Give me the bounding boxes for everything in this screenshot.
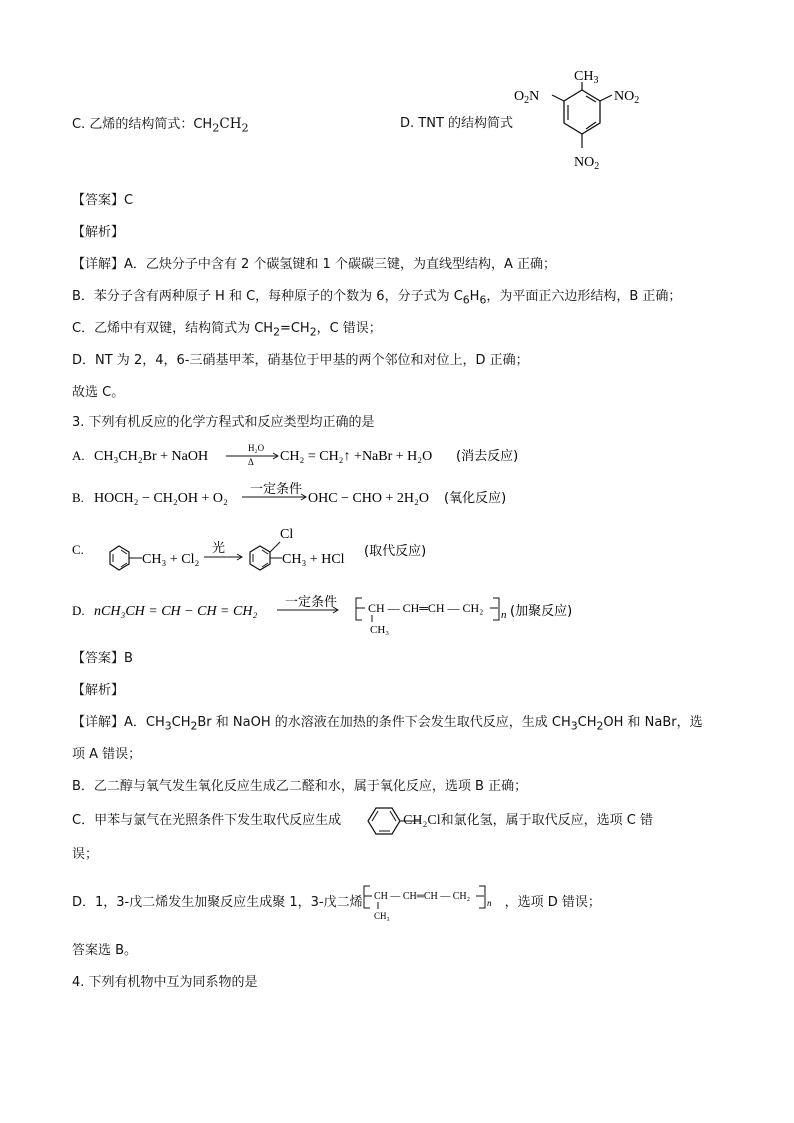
q3-option-a <box>72 440 542 470</box>
svg-text:HOCH₂ − CH₂OH + O₂: HOCH₂ − CH₂OH + O₂ <box>94 491 228 506</box>
q3-option-b <box>72 482 542 512</box>
q2-option-c: C. 乙烯的结构简式：$CH_2CH_2$ <box>72 116 249 135</box>
tnt-no2-right: $NO_2$ <box>614 89 640 106</box>
svg-text:CH₂ = CH₂↑ +NaBr + H₂O: CH₂ = CH₂↑ +NaBr + H₂O <box>280 449 433 464</box>
tnt-ch3: $CH_3$ <box>574 69 599 86</box>
svg-text:n: n <box>501 609 507 621</box>
q2-detail-c: C．乙烯中有双键，结构简式为 $CH_2=CH_2$，C 错误； <box>72 321 382 339</box>
q3-detail-d: D．1，3-戊二烯发生加聚反应生成聚 1，3-戊二烯 ，选项 D 错误； <box>72 895 601 910</box>
svg-text:Δ: Δ <box>248 457 254 467</box>
svg-text:Cl: Cl <box>280 527 294 542</box>
svg-text:A.: A. <box>72 448 85 463</box>
q3-stem: 3. 下列有机反应的化学方程式和反应类型均正确的是 <box>72 415 375 430</box>
svg-text:光: 光 <box>212 541 226 556</box>
svg-text:C.: C. <box>72 542 84 557</box>
q3-detail-d-polymer <box>362 884 502 924</box>
svg-text:B.: B. <box>72 490 84 505</box>
svg-text:一定条件: 一定条件 <box>250 482 303 497</box>
tnt-no2-bottom: $NO_2$ <box>574 155 600 172</box>
q3-detail-c-line1: C．甲苯与氯气在光照条件下发生取代反应生成 CH₂Cl和氯化氢，属于取代反应，选项 C 错 <box>72 813 653 828</box>
q3-option-d <box>72 590 602 636</box>
svg-text:H₂O: H₂O <box>248 443 265 453</box>
q3-answer: 【答案】B <box>72 651 133 666</box>
q3-detail-b: B．乙二醇与氧气发生氧化反应生成乙二醛和水，属于氧化反应，选项 B 正确； <box>72 779 528 794</box>
svg-text:CH — CH═CH — CH₂: CH — CH═CH — CH₂ <box>368 601 484 615</box>
benzyl-ring <box>362 803 422 839</box>
q3-detail-a-line1: 【详解】A．$CH_3CH_2Br$ 和 NaOH 的水溶液在加热的条件下会发生取代反应，生成 $CH_3CH_2OH$ 和 NaBr，选 <box>72 715 703 733</box>
q2-analysis: 【解析】 <box>72 225 125 240</box>
q3-option-c <box>72 522 542 582</box>
svg-text:nCH₃CH = CH − CH = CH₂: nCH₃CH = CH − CH = CH₂ <box>94 604 258 619</box>
svg-text:n: n <box>487 898 492 908</box>
q2-answer: 【答案】C <box>72 193 134 208</box>
svg-text:CH — CH═CH — CH₂: CH — CH═CH — CH₂ <box>374 891 471 902</box>
tnt-no2-left: $O_2N$ <box>514 89 540 106</box>
svg-text:D.: D. <box>72 603 85 618</box>
q3-analysis: 【解析】 <box>72 683 125 698</box>
q3-detail-a-line2: 项 A 错误； <box>72 747 142 762</box>
svg-text:(消去反应): (消去反应) <box>456 449 519 464</box>
svg-text:一定条件: 一定条件 <box>285 595 338 610</box>
q3-detail-c-line2: 误； <box>72 847 99 862</box>
q2-detail-a: 【详解】A．乙炔分子中含有 2 个碳氢键和 1 个碳碳三键，为直线型结构，A 正确； <box>72 257 556 272</box>
q2-detail-d: D．NT 为 2，4，6-三硝基甲苯，硝基位于甲基的两个邻位和对位上，D 正确； <box>72 353 529 368</box>
svg-text:OHC − CHO + 2H₂O: OHC − CHO + 2H₂O <box>308 491 430 506</box>
tnt-structure <box>512 60 662 185</box>
q2-detail-b: B．苯分子含有两种原子 H 和 C，每种原子的个数为 6，分子式为 $C_6H_6$，为平面正六边形结构，B 正确； <box>72 289 682 307</box>
svg-text:(加聚反应): (加聚反应) <box>510 604 573 619</box>
q2-option-d-label: D. TNT 的结构简式 <box>400 116 514 131</box>
q4-stem: 4. 下列有机物中互为同系物的是 <box>72 975 258 990</box>
q2-conclusion: 故选 C。 <box>72 385 125 400</box>
svg-text:(取代反应): (取代反应) <box>364 544 427 559</box>
q3-conclusion: 答案选 B。 <box>72 943 138 958</box>
svg-text:CH₃ + Cl₂: CH₃ + Cl₂ <box>142 552 200 567</box>
svg-text:CH₃CH₂Br + NaOH: CH₃CH₂Br + NaOH <box>94 449 209 464</box>
svg-text:CH₃: CH₃ <box>370 624 390 636</box>
svg-text:CH₃: CH₃ <box>374 911 390 921</box>
svg-text:(氧化反应): (氧化反应) <box>444 491 507 506</box>
svg-text:CH₃ + HCl: CH₃ + HCl <box>282 552 345 567</box>
